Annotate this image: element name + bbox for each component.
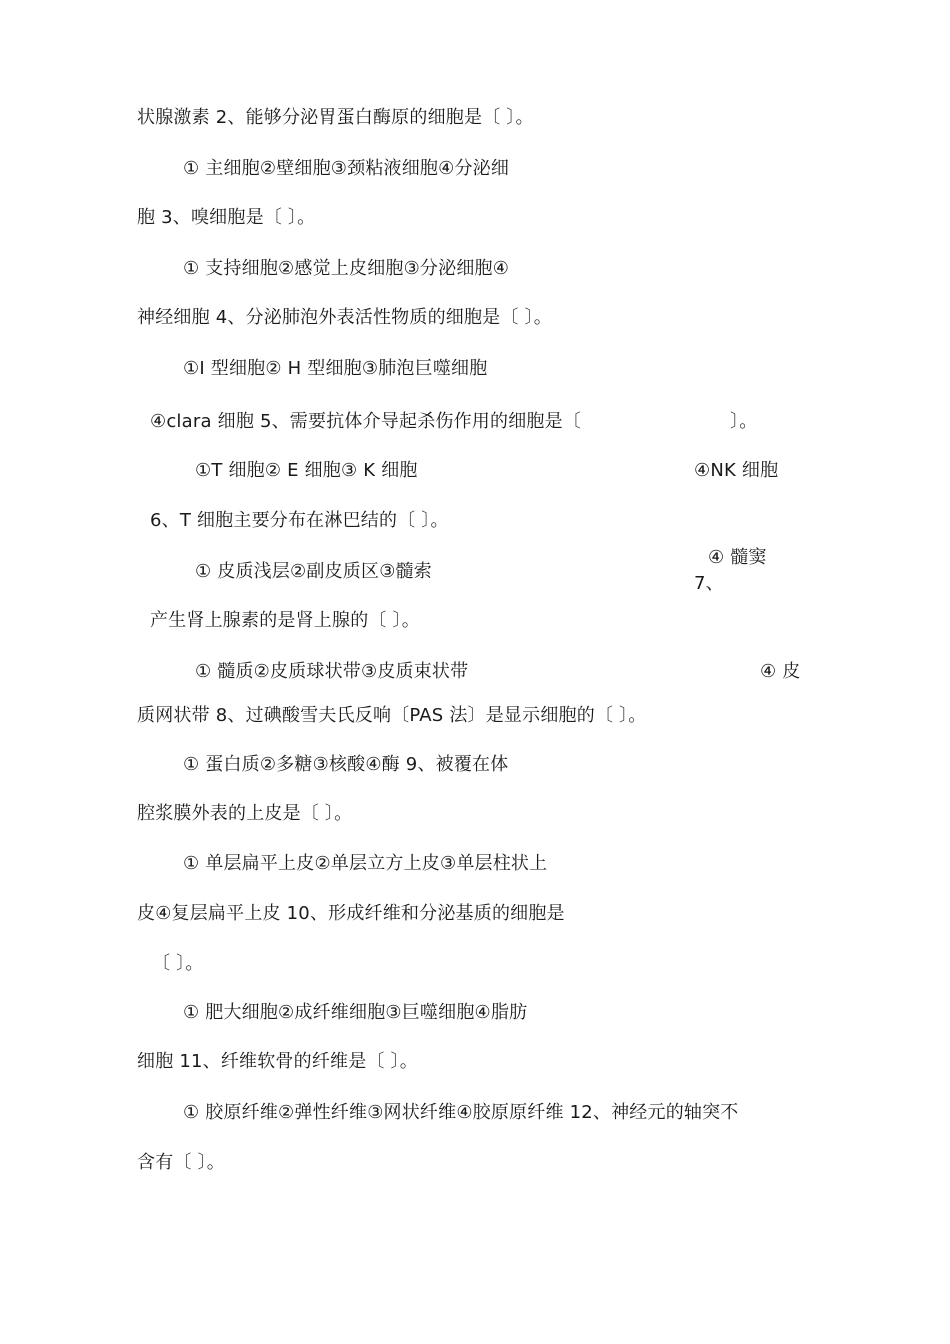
text-line: ① 皮质浅层②副皮质区③髓索 — [195, 561, 432, 582]
text-line: ① 单层扁平上皮②单层立方上皮③单层柱状上 — [183, 853, 548, 874]
text-line: 胞 3、嗅细胞是〔 〕。 — [137, 207, 316, 228]
text-line: 6、T 细胞主要分布在淋巴结的〔 〕。 — [150, 510, 449, 531]
text-line: ① 主细胞②壁细胞③颈粘液细胞④分泌细 — [183, 158, 510, 179]
text-line: ④ 皮 — [760, 661, 801, 682]
text-line: ①T 细胞② E 细胞③ K 细胞 — [195, 460, 418, 481]
text-line: 腔浆膜外表的上皮是〔 〕。 — [137, 803, 353, 824]
text-line: 质网状带 8、过碘酸雪夫氏反响〔PAS 法〕是显示细胞的〔 〕。 — [137, 705, 647, 726]
text-line: 皮④复层扁平上皮 10、形成纤维和分泌基质的细胞是 — [137, 903, 565, 924]
text-line: ④NK 细胞 — [694, 460, 779, 481]
text-line: ①I 型细胞② H 型细胞③肺泡巨噬细胞 — [183, 358, 488, 379]
text-line: ① 支持细胞②感觉上皮细胞③分泌细胞④ — [183, 258, 510, 279]
text-line: 细胞 11、纤维软骨的纤维是〔 〕。 — [137, 1051, 418, 1072]
text-line: ① 胶原纤维②弹性纤维③网状纤维④胶原原纤维 12、神经元的轴突不 — [183, 1102, 739, 1123]
text-line: 神经细胞 4、分泌肺泡外表活性物质的细胞是〔 〕。 — [137, 307, 552, 328]
text-line: ④clara 细胞 5、需要抗体介导起杀伤作用的细胞是〔 — [150, 411, 581, 432]
text-line: 〔 〕。 — [152, 953, 204, 974]
text-line: ④ 髓窦 — [708, 547, 767, 568]
text-line: 7、 — [694, 573, 724, 594]
text-line: 状腺激素 2、能够分泌胃蛋白酶原的细胞是〔 〕。 — [137, 107, 534, 128]
text-line: 〕。 — [730, 411, 758, 432]
text-line: ① 蛋白质②多糖③核酸④酶 9、被覆在体 — [183, 754, 509, 775]
text-line: 含有〔 〕。 — [137, 1152, 225, 1173]
text-line: 产生肾上腺素的是肾上腺的〔 〕。 — [150, 610, 420, 631]
text-line: ① 髓质②皮质球状带③皮质束状带 — [195, 661, 469, 682]
text-line: ① 肥大细胞②成纤维细胞③巨噬细胞④脂肪 — [183, 1002, 528, 1023]
